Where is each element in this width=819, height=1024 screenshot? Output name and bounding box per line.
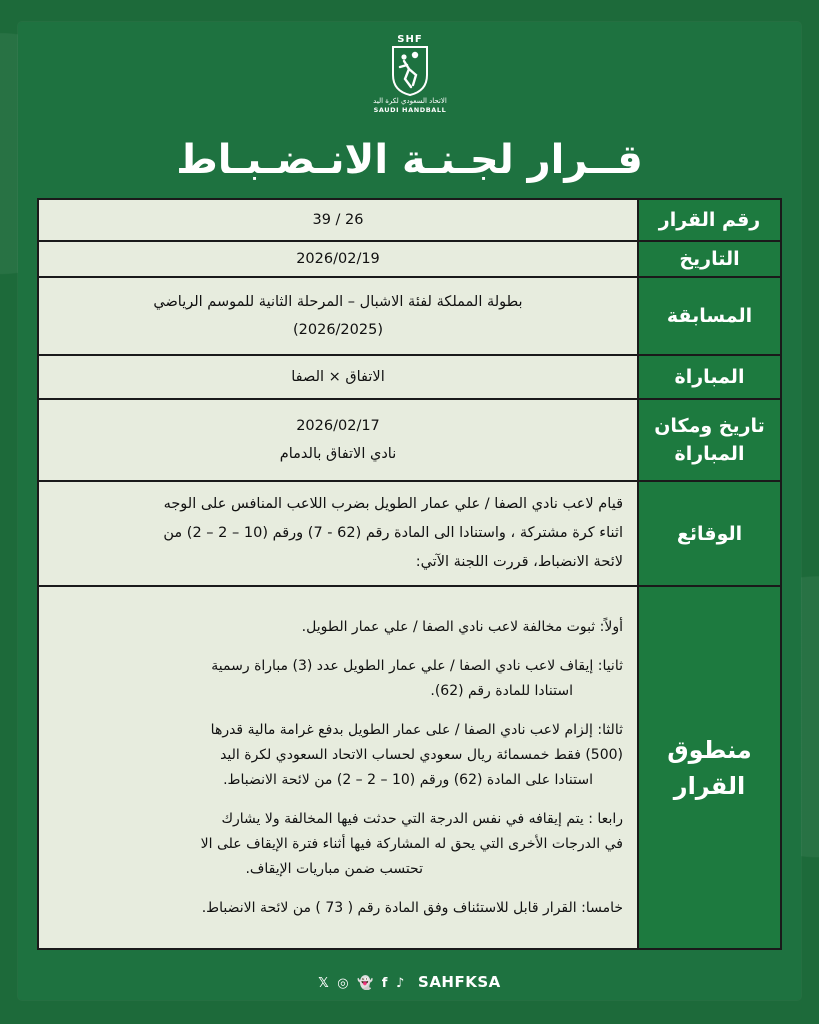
shf-logo <box>370 34 450 126</box>
match-place: نادي الاتفاق بالدمام <box>279 446 397 462</box>
row-reasoning <box>38 586 781 949</box>
logo-english-name: SAUDI HANDBALL <box>373 106 447 114</box>
facts-line-1: قيام لاعب نادي الصفا / علي عمار الطويل بضرب اللاعب المنافس على الوجه <box>163 496 623 512</box>
logo-arabic-name: الاتحاد السعودي لكرة اليد <box>373 97 447 105</box>
decision-table <box>37 198 782 950</box>
reasoning-item-4-line-1: رابعا : يتم إيقافه في نفس الدرجة التي حدثت فيها المخالفة ولا يشارك <box>221 810 623 827</box>
reasoning-value <box>38 586 638 949</box>
reasoning-item-2-line-2: استنادا للمادة رقم (62). <box>430 682 573 699</box>
match-date-place-label <box>638 399 781 481</box>
match-value: الاتفاق × الصفا <box>38 355 638 399</box>
row-match-date-place <box>38 399 781 481</box>
match-date-place-value <box>38 399 638 481</box>
competition-line-2: (2026/2025) <box>292 322 384 338</box>
decision-number-value <box>38 199 638 241</box>
facts-label: الوقائع <box>638 481 781 586</box>
social-handle[interactable]: SAHFKSA <box>418 973 501 991</box>
match-label: المباراة <box>638 355 781 399</box>
reasoning-item-3-line-2: (500) فقط خمسمائة ريال سعودي لحساب الاتحاد السعودي لكرة اليد <box>220 746 623 763</box>
facts-line-2: اثناء كرة مشتركة ، واستنادا الى المادة رقم (62 - 7) ورقم (10 – 2 – 2) من <box>163 525 623 541</box>
reasoning-body <box>39 601 637 935</box>
handball-player-icon <box>387 45 433 97</box>
match-date-place-label-line-1: تاريخ ومكان <box>654 415 765 437</box>
match-date-place-label-line-2: المباراة <box>674 443 745 465</box>
reasoning-label <box>638 586 781 949</box>
decision-number-label: رقم القرار <box>638 199 781 241</box>
reasoning-item-3 <box>53 718 623 793</box>
reasoning-item-3-line-1: ثالثا: إلزام لاعب نادي الصفا / على عمار الطويل بدفع غرامة مالية قدرها <box>210 721 623 738</box>
match-date: 2026/02/17 <box>296 418 380 434</box>
reasoning-item-4 <box>53 807 623 882</box>
social-icons[interactable]: 𝕏 ◎ 👻 f ♪ <box>318 976 407 991</box>
reasoning-item-1: أولاً: ثبوت مخالفة لاعب نادي الصفا / علي عمار الطويل. <box>301 618 623 635</box>
reasoning-item-4-line-3: تحتسب ضمن مباريات الإيقاف. <box>245 860 423 877</box>
row-competition <box>38 277 781 355</box>
footer-social <box>0 973 819 991</box>
competition-label: المسابقة <box>638 277 781 355</box>
reasoning-item-5: خامسا: القرار قابل للاستئناف وفق المادة رقم ( 73 ) من لائحة الانضباط. <box>201 899 623 916</box>
row-decision-number <box>38 199 781 241</box>
row-facts <box>38 481 781 586</box>
decision-number-text: 39 / 26 <box>312 212 364 228</box>
facts-value <box>38 481 638 586</box>
competition-line-1: بطولة المملكة لفئة الاشبال – المرحلة الثانية للموسم الرياضي <box>153 294 523 310</box>
facts-line-3: لائحة الانضباط، قررت اللجنة الآتي: <box>415 554 623 570</box>
page-title: قــرار لجـنـة الانـضـبـاط <box>176 137 643 183</box>
competition-value <box>38 277 638 355</box>
reasoning-item-2-line-1: ثانيا: إيقاف لاعب نادي الصفا / علي عمار الطويل عدد (3) مباراة رسمية <box>211 657 623 674</box>
reasoning-label-line-1: منطوق <box>667 735 752 764</box>
date-value: 2026/02/19 <box>38 241 638 277</box>
logo-abbr: SHF <box>397 34 423 45</box>
date-label: التاريخ <box>638 241 781 277</box>
reasoning-item-3-line-3: استنادا على المادة (62) ورقم (10 – 2 – 2) من لائحة الانضباط. <box>223 771 593 788</box>
reasoning-label-line-2: القرار <box>673 771 746 800</box>
row-date <box>38 241 781 277</box>
reasoning-item-4-line-2: في الدرجات الأخرى التي يحق له المشاركة فيها أثناء فترة الإيقاف على الا <box>200 835 623 852</box>
reasoning-item-2 <box>53 654 623 704</box>
row-match <box>38 355 781 399</box>
